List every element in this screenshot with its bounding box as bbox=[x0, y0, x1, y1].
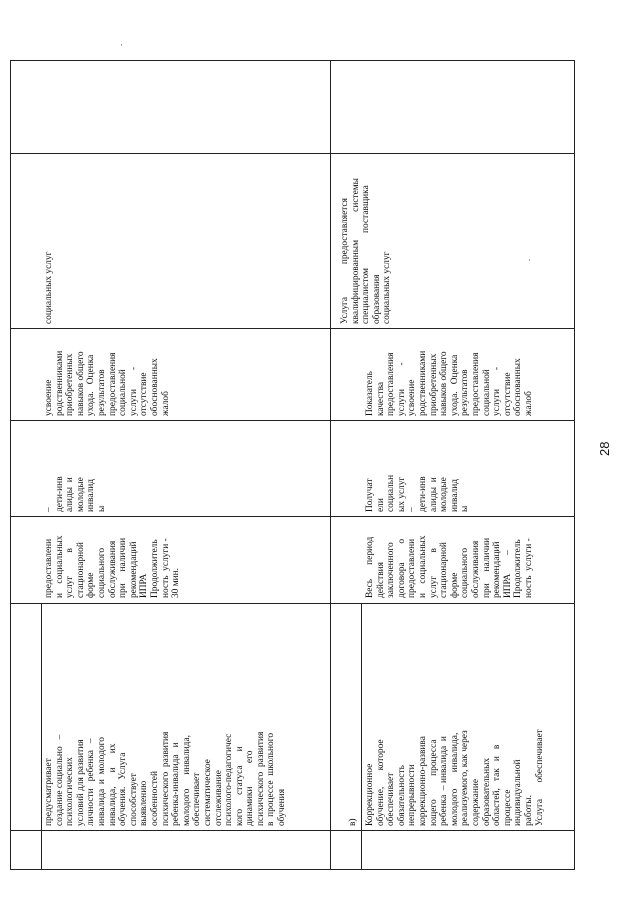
cell-line: кого статуса и bbox=[234, 746, 245, 826]
cell-line: коррекционно-развива bbox=[417, 736, 428, 826]
cell-line: реализуемого, как через bbox=[460, 730, 471, 826]
cell-line: при наличии bbox=[118, 537, 129, 598]
cell-line: ых услуг bbox=[396, 476, 407, 512]
scan-speck: · bbox=[528, 255, 531, 265]
upper-description-cell bbox=[44, 606, 288, 826]
cell-line: заключенного bbox=[386, 542, 397, 598]
cell-line: создание социально – bbox=[54, 734, 65, 826]
cell-line: ухода. Оценка bbox=[449, 354, 460, 416]
cell-line: рекомендаций bbox=[128, 541, 139, 598]
cell-line: услуги - bbox=[492, 367, 503, 416]
cell-line: услуг в bbox=[65, 548, 76, 598]
lower-indicators-cell bbox=[365, 330, 535, 416]
cell-line: – bbox=[407, 507, 418, 512]
cell-line: приобретенных bbox=[428, 353, 439, 416]
table-rule bbox=[10, 516, 575, 517]
table-rule bbox=[10, 830, 575, 831]
cell-line: выявлению bbox=[139, 780, 150, 826]
cell-line: молодого инвалида, bbox=[181, 735, 192, 826]
cell-line: приобретенных bbox=[65, 353, 76, 416]
cell-line: ы bbox=[96, 505, 107, 512]
cell-line: обеспечивает bbox=[192, 772, 203, 826]
cell-line: обоснованных bbox=[149, 358, 160, 416]
upper-conditions-cell bbox=[44, 154, 55, 324]
cell-line: стационарной bbox=[439, 542, 450, 598]
cell-line: личности ребенка – bbox=[86, 738, 97, 826]
cell-line: психологических bbox=[65, 757, 76, 826]
cell-line: обязательность bbox=[396, 765, 407, 826]
cell-line: молодые bbox=[75, 477, 86, 512]
cell-line: инвалида и молодого bbox=[96, 737, 107, 826]
cell-line: ющего процесса bbox=[428, 739, 439, 826]
cell-line: и социальных bbox=[417, 535, 428, 598]
cell-line: молодые bbox=[439, 477, 450, 512]
cell-line: инвалид bbox=[86, 478, 97, 512]
cell-line: социальных услуг bbox=[44, 251, 54, 324]
cell-line: обоснованных bbox=[513, 358, 524, 416]
upper-term-cell bbox=[44, 518, 182, 598]
scan-speck: · bbox=[120, 40, 123, 50]
lower-conditions-cell bbox=[340, 154, 393, 324]
cell-line: при наличии bbox=[481, 537, 492, 598]
cell-line: систематическое bbox=[202, 759, 213, 826]
cell-line: психолого-педагогичес bbox=[224, 733, 235, 826]
cell-line: Весь период bbox=[365, 536, 375, 598]
cell-line: алиды и bbox=[428, 477, 439, 512]
cell-line: отслеживание bbox=[213, 770, 224, 826]
cell-line: обслуживания bbox=[107, 540, 118, 598]
cell-line: навыков общего bbox=[75, 351, 86, 416]
cell-line: результатов bbox=[96, 369, 107, 416]
cell-line: Продолжитель bbox=[149, 539, 160, 598]
cell-line: усвоение bbox=[407, 379, 418, 416]
lower-term-cell bbox=[365, 518, 535, 598]
table-rule bbox=[10, 153, 575, 154]
cell-line: обучения. Услуга bbox=[118, 752, 129, 826]
cell-line: социального bbox=[460, 547, 471, 598]
cell-line: дети-инв bbox=[417, 476, 428, 512]
cell-line: социальной bbox=[481, 369, 492, 416]
cell-line: Продолжитель bbox=[513, 539, 524, 598]
cell-line: Коррекционное bbox=[365, 763, 375, 826]
cell-line: дети-инв bbox=[54, 476, 65, 512]
cell-line: родственниками bbox=[417, 350, 428, 416]
cell-line: предоставления bbox=[386, 352, 397, 416]
cell-line: действия bbox=[375, 562, 386, 598]
cell-line: психического развития bbox=[255, 731, 266, 826]
cell-line: молодого инвалида, bbox=[449, 732, 460, 826]
cell-line: ность услуги - bbox=[160, 538, 171, 598]
cell-line: ИПРА bbox=[139, 573, 150, 598]
cell-line: индивидуальной bbox=[513, 759, 524, 826]
cell-line: специалистом поставщика bbox=[361, 185, 372, 324]
cell-line: результатов bbox=[460, 369, 471, 416]
table-rule bbox=[41, 603, 42, 870]
cell-line: социальной bbox=[118, 369, 129, 416]
cell-line: услуги - bbox=[128, 367, 139, 416]
table-rule bbox=[10, 328, 575, 329]
cell-line: предоставления bbox=[107, 352, 118, 416]
cell-line: форме bbox=[449, 572, 460, 598]
cell-line: в процессе школьного bbox=[266, 732, 277, 826]
table-rule bbox=[361, 603, 362, 870]
cell-line: квалифицированным системы bbox=[350, 178, 361, 324]
cell-line: ели bbox=[375, 498, 386, 512]
cell-line: услуги - bbox=[396, 362, 407, 416]
cell-line: 30 мин. bbox=[171, 567, 182, 598]
row-label: в) bbox=[348, 818, 358, 826]
cell-line: предоставлени bbox=[407, 538, 418, 598]
cell-line: психического развития bbox=[160, 731, 171, 826]
cell-line: предусматривает bbox=[44, 758, 54, 826]
table-rule bbox=[10, 603, 575, 604]
cell-line: Получат bbox=[365, 478, 375, 512]
cell-line: отсутствие bbox=[139, 372, 150, 416]
cell-line: образования bbox=[371, 274, 382, 324]
cell-line: форме bbox=[86, 572, 97, 598]
cell-line: обучение, которое bbox=[375, 739, 386, 826]
table-rule bbox=[10, 420, 575, 421]
cell-line: договора о bbox=[396, 538, 407, 598]
cell-line: предоставления bbox=[470, 352, 481, 416]
cell-line: жалоб bbox=[523, 391, 534, 416]
cell-line: ИПРА – bbox=[502, 550, 513, 598]
page-number: 28 bbox=[597, 441, 612, 456]
upper-recipients-cell bbox=[44, 432, 108, 512]
cell-line: социальных услуг bbox=[382, 251, 393, 324]
cell-line: обучения bbox=[277, 788, 288, 826]
cell-line: ухода. Оценка bbox=[86, 354, 97, 416]
upper-indicators-cell bbox=[44, 330, 171, 416]
cell-line: социальн bbox=[386, 474, 397, 512]
cell-line: особенностей bbox=[149, 771, 160, 826]
cell-line: непрерывности bbox=[407, 764, 418, 826]
cell-line: родственниками bbox=[54, 350, 65, 416]
cell-line: ребенка-инвалида и bbox=[171, 742, 182, 826]
cell-line: образовательных bbox=[481, 757, 492, 826]
cell-line: ы bbox=[460, 505, 471, 512]
cell-line: Услуга предоставляется bbox=[340, 198, 350, 324]
cell-line: условий для развития bbox=[75, 739, 86, 826]
cell-line: социального bbox=[96, 547, 107, 598]
cell-line: обслуживания bbox=[470, 540, 481, 598]
cell-line: – bbox=[44, 507, 54, 512]
lower-description-cell bbox=[365, 606, 545, 826]
cell-line: динамики его bbox=[245, 750, 256, 826]
cell-line: процессе bbox=[502, 789, 513, 826]
cell-line: способствует bbox=[128, 773, 139, 826]
cell-line: ность услуги - bbox=[523, 538, 534, 598]
cell-line: отсутствие bbox=[502, 372, 513, 416]
cell-line: инвалид bbox=[449, 478, 460, 512]
cell-line: и социальных bbox=[54, 535, 65, 598]
cell-line: ребенка – инвалида и bbox=[439, 736, 450, 826]
cell-line: предоставлени bbox=[44, 538, 54, 598]
cell-line: содержание bbox=[470, 778, 481, 826]
cell-line: услуг в bbox=[428, 548, 439, 598]
cell-line: Услуга обеспечивает bbox=[534, 729, 545, 826]
cell-line: областей, так и в bbox=[492, 744, 503, 826]
cell-line: Показатель bbox=[365, 371, 375, 416]
cell-line: усвоение bbox=[44, 379, 54, 416]
cell-line: инвалида, и их bbox=[107, 743, 118, 826]
cell-line: алиды и bbox=[65, 477, 76, 512]
cell-line: работы. bbox=[523, 795, 534, 826]
cell-line: качества bbox=[375, 381, 386, 416]
cell-line: обеспечивает bbox=[386, 772, 397, 826]
table-rule bbox=[330, 60, 331, 870]
cell-line: стационарной bbox=[75, 542, 86, 598]
cell-line: навыков общего bbox=[439, 351, 450, 416]
cell-line: рекомендаций bbox=[492, 541, 503, 598]
cell-line: жалоб bbox=[160, 391, 171, 416]
lower-recipients-cell bbox=[365, 432, 471, 512]
